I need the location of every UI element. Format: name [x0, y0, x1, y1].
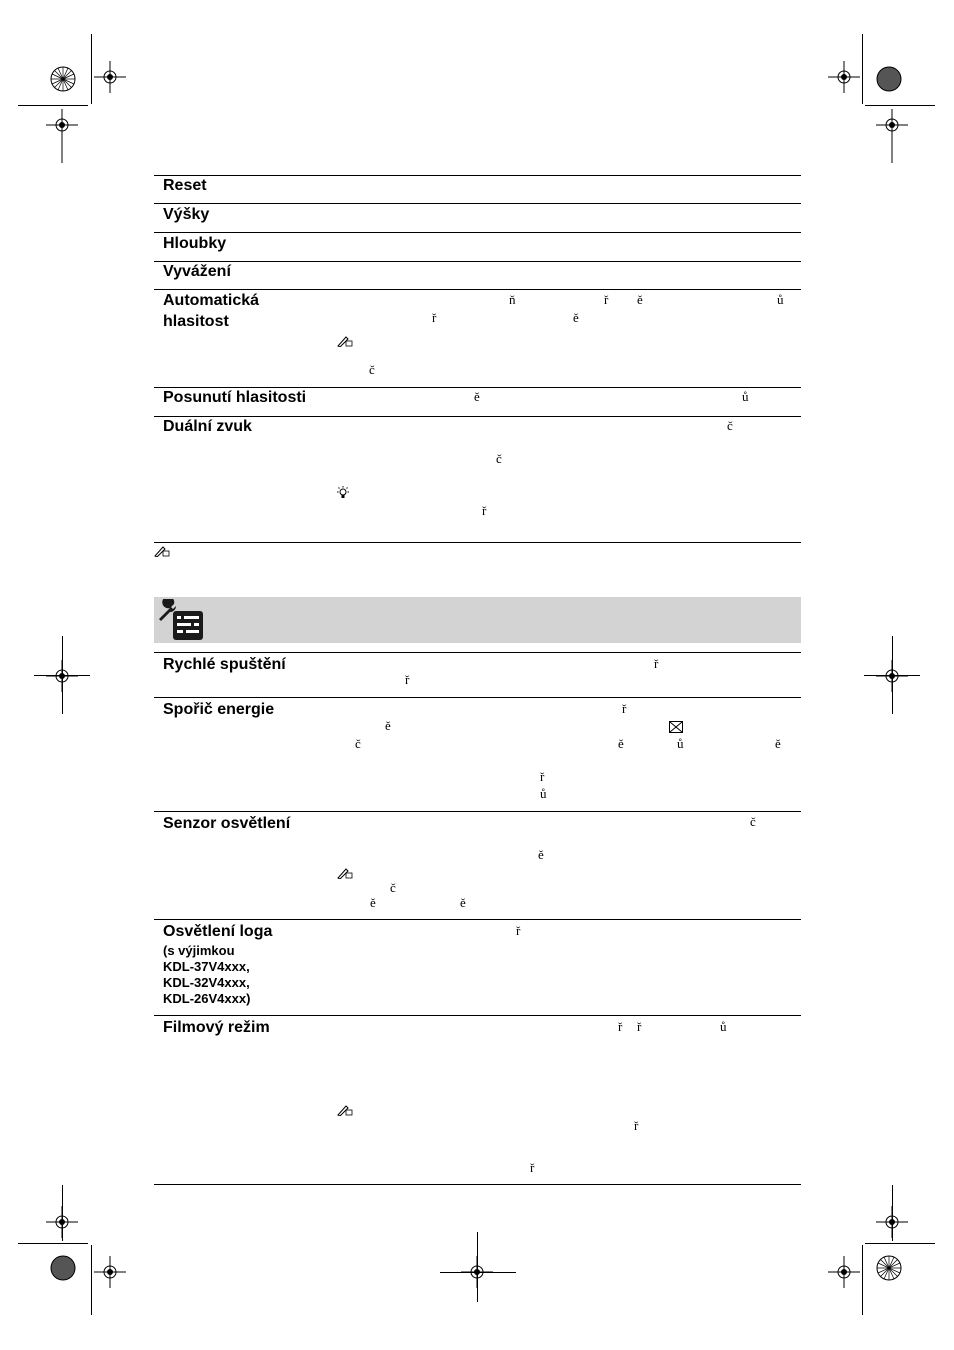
row-title-quick-start: Rychlé spuštění: [163, 656, 286, 673]
divider: [154, 1015, 801, 1016]
glyph: ř: [482, 503, 487, 518]
glyph: ě: [370, 895, 376, 910]
crosshair-icon: [94, 1256, 126, 1288]
glyph: ě: [474, 389, 480, 404]
glyph: č: [496, 451, 502, 466]
row-title-reset: Reset: [163, 177, 207, 194]
glyph: ů: [540, 786, 547, 801]
glyph: ň: [509, 292, 516, 307]
row-title-volume-offset: Posunutí hlasitosti: [163, 389, 307, 406]
row-title-film-mode: Filmový režim: [163, 1019, 270, 1036]
starburst-icon: [876, 1255, 902, 1281]
glyph: ř: [540, 769, 545, 784]
crosshair-icon: [94, 61, 126, 93]
row-title-light-sensor: Senzor osvětlení: [163, 815, 291, 832]
glyph: č: [369, 362, 375, 377]
divider: [154, 811, 801, 812]
pencil-note-icon: [154, 545, 170, 557]
row-title-power-saving: Spořič energie: [163, 701, 275, 718]
crosshair-icon: [876, 109, 908, 163]
glyph: č: [727, 418, 733, 433]
glyph: ů: [720, 1019, 727, 1034]
row-title-auto-volume-line1: Automatická: [163, 292, 260, 309]
glyph: č: [355, 736, 361, 751]
pencil-note-icon: [337, 867, 353, 879]
row-title-balance: Vyvážení: [163, 263, 231, 280]
glyph: ř: [405, 672, 410, 687]
glyph: ř: [432, 310, 437, 325]
row-title-logo-light: Osvětlení loga: [163, 923, 273, 940]
divider: [154, 542, 801, 543]
crosshair-icon: [46, 109, 78, 163]
glyph: ě: [637, 292, 643, 307]
pencil-note-icon: [337, 1104, 353, 1116]
glyph: č: [390, 880, 396, 895]
crosshair-icon: [828, 1256, 860, 1288]
glyph: ě: [618, 736, 624, 751]
row-title-auto-volume-line2: hlasitost: [163, 313, 229, 330]
glyph: ř: [618, 1019, 623, 1034]
crosshair-icon: [828, 61, 860, 93]
glyph: ě: [573, 310, 579, 325]
divider: [154, 175, 801, 176]
glyph: ě: [538, 847, 544, 862]
pencil-note-icon: [337, 335, 353, 347]
wrench-settings-icon: [156, 599, 204, 641]
row-subtitle-line: KDL-32V4xxx,: [163, 975, 250, 990]
row-subtitle-line: KDL-37V4xxx,: [163, 959, 250, 974]
row-subtitle-line: KDL-26V4xxx): [163, 991, 251, 1006]
row-subtitle-line: (s výjimkou: [163, 943, 235, 958]
divider: [154, 1184, 801, 1185]
divider: [154, 232, 801, 233]
glyph: ř: [634, 1118, 639, 1133]
glyph: ů: [677, 736, 684, 751]
lightbulb-tip-icon: [336, 486, 350, 500]
glyph: ř: [654, 656, 659, 671]
settings-section-header: [154, 597, 801, 643]
glyph: ě: [460, 895, 466, 910]
glyph: ř: [530, 1160, 535, 1175]
glyph: ř: [637, 1019, 642, 1034]
glyph: ě: [775, 736, 781, 751]
starburst-icon: [50, 66, 76, 92]
glyph: ě: [385, 718, 391, 733]
divider: [154, 697, 801, 698]
grain-disc-icon: [50, 1255, 76, 1281]
glyph: ř: [604, 292, 609, 307]
mute-box-icon: [669, 721, 683, 733]
row-title-treble: Výšky: [163, 206, 210, 223]
divider: [154, 261, 801, 262]
glyph: ů: [742, 389, 749, 404]
row-title-bass: Hloubky: [163, 235, 227, 252]
glyph: č: [750, 814, 756, 829]
glyph: ů: [777, 292, 784, 307]
grain-disc-icon: [876, 66, 902, 92]
divider: [154, 652, 801, 653]
glyph: ř: [516, 923, 521, 938]
divider: [154, 203, 801, 204]
glyph: ř: [622, 701, 627, 716]
row-title-dual-sound: Duální zvuk: [163, 418, 252, 435]
divider: [154, 919, 801, 920]
